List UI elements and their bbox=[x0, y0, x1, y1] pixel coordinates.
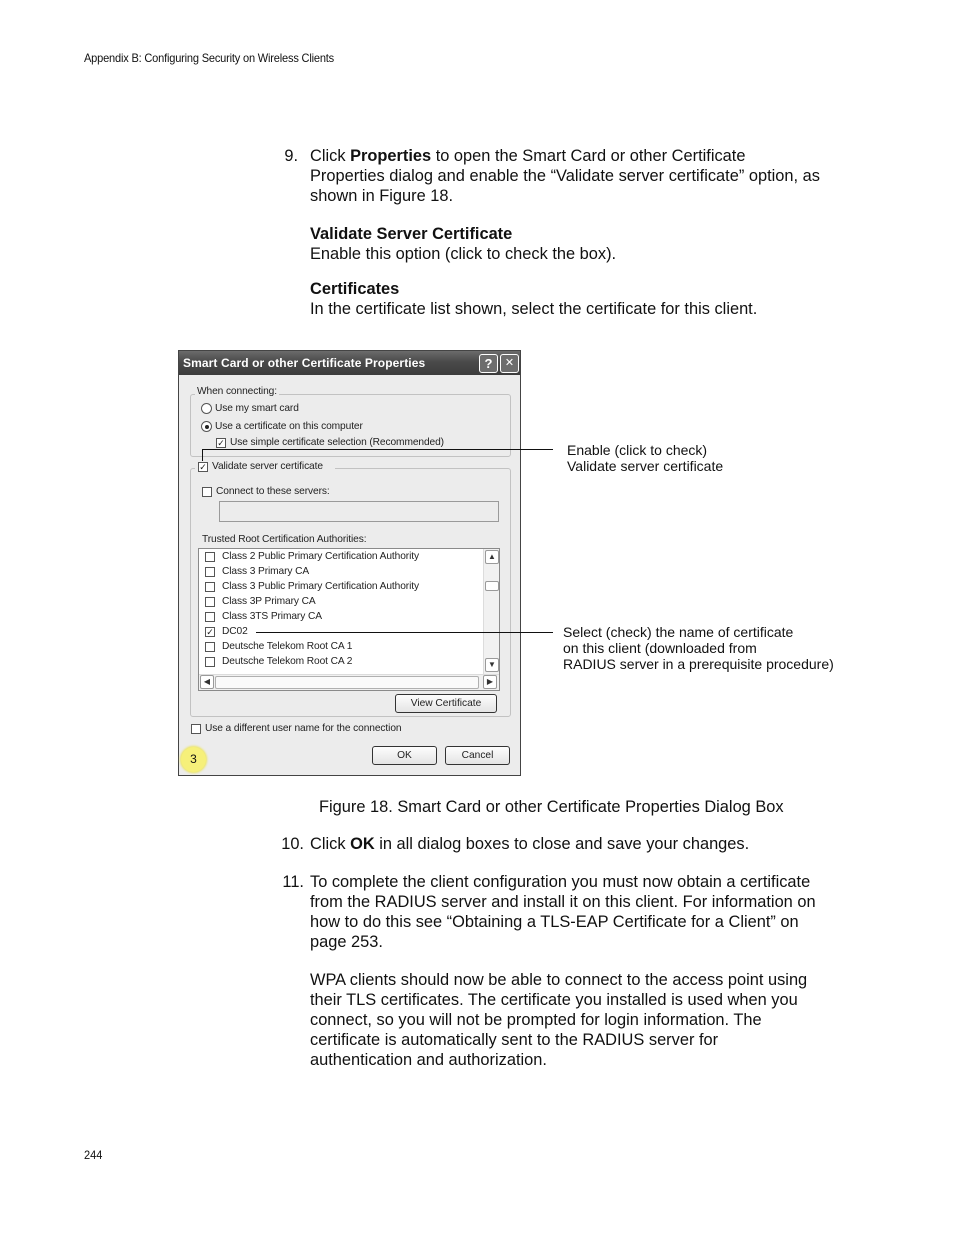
connect-servers-label: Connect to these servers: bbox=[216, 486, 330, 497]
when-connecting-label: When connecting: bbox=[197, 386, 277, 397]
use-simple-selection-checkbox[interactable]: ✓ bbox=[217, 438, 225, 448]
scroll-left-icon[interactable]: ◀ bbox=[200, 675, 214, 689]
step-9-line1-post: to open the Smart Card or other Certificate bbox=[431, 147, 746, 165]
different-user-label: Use a different user name for the connection bbox=[205, 723, 402, 734]
step-9-line-3: shown in Figure 18. bbox=[310, 187, 454, 205]
step-11-line-2: from the RADIUS server and install it on this client. For information on bbox=[310, 893, 816, 911]
cert-checkbox-checked[interactable]: ✓ bbox=[206, 627, 214, 637]
wpa-line-5: authentication and authorization. bbox=[310, 1051, 547, 1069]
wpa-line-2: their TLS certificates. The certificate you installed is used when you bbox=[310, 991, 798, 1009]
cert-checkbox[interactable] bbox=[205, 567, 215, 577]
use-simple-selection-label: Use simple certificate selection (Recommended) bbox=[230, 437, 444, 448]
step-9-bold: Properties bbox=[350, 147, 432, 165]
list-item-label: Class 3TS Primary CA bbox=[222, 611, 322, 622]
validate-server-checkbox[interactable]: ✓ bbox=[199, 462, 207, 472]
validate-heading: Validate Server Certificate bbox=[310, 225, 513, 243]
step-9-line-2: Properties dialog and enable the “Validate server certificate” option, as bbox=[310, 167, 820, 185]
use-smart-card-radio[interactable] bbox=[201, 403, 212, 414]
certificate-properties-dialog bbox=[178, 350, 521, 776]
step-10-bold: OK bbox=[350, 835, 375, 853]
wpa-line-1: WPA clients should now be able to connect to the access point using bbox=[310, 971, 808, 989]
figure-caption: Figure 18. Smart Card or other Certificate Properties Dialog Box bbox=[319, 798, 784, 816]
connect-servers-checkbox[interactable] bbox=[202, 487, 212, 497]
callout-validate-line-1: Enable (click to check) bbox=[567, 442, 708, 458]
step-9-line-1 bbox=[310, 146, 745, 166]
step-11-number: 11. bbox=[282, 873, 304, 891]
use-certificate-radio[interactable] bbox=[201, 421, 212, 432]
help-icon[interactable]: ? bbox=[479, 354, 498, 373]
scroll-up-icon[interactable]: ▲ bbox=[485, 550, 499, 564]
wpa-line-3: connect, so you will not be prompted for login information. The bbox=[310, 1011, 762, 1029]
running-header: Appendix B: Configuring Security on Wireless Clients bbox=[84, 51, 334, 65]
callout-select-line-3: RADIUS server in a prerequisite procedure) bbox=[563, 656, 834, 672]
page-number: 244 bbox=[84, 1148, 103, 1162]
step-10-text bbox=[310, 834, 749, 854]
ok-button[interactable]: OK bbox=[372, 746, 437, 765]
certificates-text: In the certificate list shown, select the certificate for this client. bbox=[310, 300, 758, 318]
callout-validate-line-2: Validate server certificate bbox=[567, 458, 724, 474]
scroll-down-icon[interactable]: ▼ bbox=[485, 658, 499, 672]
callout-validate bbox=[567, 442, 723, 474]
dialog-title-bar bbox=[179, 351, 520, 375]
callout-select-line-2: on this client (downloaded from bbox=[563, 640, 757, 656]
step-9-pre: Click bbox=[310, 147, 351, 165]
use-smart-card-label: Use my smart card bbox=[215, 403, 299, 414]
close-icon[interactable]: ✕ bbox=[500, 354, 519, 373]
validate-text: Enable this option (click to check the box). bbox=[310, 245, 617, 263]
callout-leader-1-tick bbox=[202, 449, 203, 461]
list-item-label: Class 3P Primary CA bbox=[222, 596, 316, 607]
list-item-label: Deutsche Telekom Root CA 1 bbox=[222, 641, 353, 652]
horizontal-scrollbar-thumb[interactable] bbox=[215, 676, 479, 689]
list-item-label: Class 3 Primary CA bbox=[222, 566, 310, 577]
cert-checkbox[interactable] bbox=[205, 612, 215, 622]
step-marker-badge: 3 bbox=[181, 747, 206, 772]
step-10-post: in all dialog boxes to close and save your changes. bbox=[374, 835, 750, 853]
callout-select-line-1: Select (check) the name of certificate bbox=[563, 624, 794, 640]
servers-input[interactable] bbox=[219, 501, 499, 522]
step-11-line-4: page 253. bbox=[310, 933, 383, 951]
cert-checkbox[interactable] bbox=[205, 642, 215, 652]
trusted-root-list[interactable] bbox=[198, 548, 500, 691]
scroll-right-icon[interactable]: ▶ bbox=[483, 675, 497, 689]
horizontal-scrollbar[interactable] bbox=[199, 674, 499, 690]
step-10-pre: Click bbox=[310, 835, 351, 853]
callout-leader-1 bbox=[202, 449, 553, 450]
cert-checkbox[interactable] bbox=[205, 552, 215, 562]
step-11-line-3: how to do this see “Obtaining a TLS-EAP Certificate for a Client” on bbox=[310, 913, 799, 931]
use-certificate-label: Use a certificate on this computer bbox=[215, 421, 363, 432]
step-10-number: 10. bbox=[281, 835, 304, 853]
validate-server-label: Validate server certificate bbox=[212, 461, 323, 472]
list-item-label: Class 2 Public Primary Certification Authority bbox=[222, 551, 419, 562]
cert-checkbox[interactable] bbox=[205, 657, 215, 667]
step-11-line-1: To complete the client configuration you must now obtain a certificate bbox=[310, 873, 811, 891]
wpa-line-4: certificate is automatically sent to the RADIUS server for bbox=[310, 1031, 719, 1049]
certificates-heading: Certificates bbox=[310, 280, 400, 298]
vertical-scrollbar[interactable] bbox=[483, 549, 499, 674]
step-9-number: 9. bbox=[284, 147, 298, 165]
dialog-title: Smart Card or other Certificate Properties bbox=[183, 356, 426, 370]
trusted-root-label: Trusted Root Certification Authorities: bbox=[202, 534, 367, 545]
callout-select-cert bbox=[563, 624, 834, 672]
cancel-button[interactable]: Cancel bbox=[445, 746, 510, 765]
callout-leader-2 bbox=[256, 632, 553, 633]
scrollbar-thumb[interactable] bbox=[485, 581, 499, 591]
cert-checkbox[interactable] bbox=[205, 597, 215, 607]
list-item-label: Class 3 Public Primary Certification Authority bbox=[222, 581, 419, 592]
different-user-checkbox[interactable] bbox=[191, 724, 201, 734]
cert-checkbox[interactable] bbox=[205, 582, 215, 592]
view-certificate-button[interactable]: View Certificate bbox=[395, 694, 497, 713]
list-item-label: Deutsche Telekom Root CA 2 bbox=[222, 656, 353, 667]
list-item-label: DC02 bbox=[222, 626, 248, 637]
